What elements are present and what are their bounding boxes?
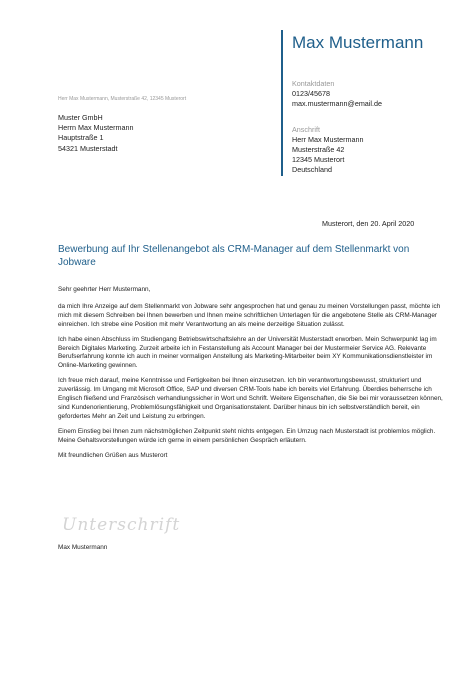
sender-return-line: Herr Max Mustermann, Musterstraße 42, 12345 Musterort [58, 96, 187, 102]
letter-date: Musterort, den 20. April 2020 [322, 219, 415, 228]
contact-label: Kontaktdaten [292, 79, 335, 88]
address-line: 12345 Musterort [292, 155, 345, 164]
address-line: Deutschland [292, 165, 332, 174]
recipient-line: 54321 Musterstadt [58, 143, 118, 153]
phone-number: 0123/45678 [292, 89, 330, 98]
address-line: Musterstraße 42 [292, 145, 345, 154]
body-paragraph: Ich habe einen Abschluss im Studiengang Betriebswirtschaftslehre an der Universität Musterstadt erworben. Mein Schwerpunkt lag im Bereich Digitales Marketing. Zurzeit arbeite ich in Festanstellung als Account Manager bei der Mustermeier Service AG. Relevante Berufserfahrung konnte ich auch in meiner vormaligen Anstellung als Marketing-Mitarbeiter beim XY Kommunikationsdienstleister im Online-Marketing gewinnen. [58, 335, 437, 370]
recipient-line: Muster GmbH [58, 113, 103, 122]
recipient-line: Hauptstraße 1 [58, 133, 104, 143]
email-address: max.mustermann@email.de [292, 99, 382, 108]
address-line: Herr Max Mustermann [292, 135, 364, 144]
letter-subject: Bewerbung auf Ihr Stellenangebot als CRM-Manager auf dem Stellenmarkt von Jobware [58, 244, 410, 268]
letter-body [58, 286, 443, 467]
signature-image: Unterschrift [62, 515, 181, 535]
body-paragraph: da mich Ihre Anzeige auf dem Stellenmarkt von Jobware sehr angesprochen hat und genau zu meinen Vorstellungen passt, möchte ich mich mit diesem Schreiben bei Ihnen bewerben und Ihnen meine schriftlichen Unterlagen für die angebotene Stelle als CRM-Manager einreichen. Ich strebe eine Position mit mehr Verantwortung an als meine derzeitige Situation zulässt. [58, 302, 441, 328]
signer-name: Max Mustermann [58, 544, 108, 551]
body-paragraph: Einem Einstieg bei Ihnen zum nächstmöglichen Zeitpunkt steht nichts entgegen. Ein Umzug nach Musterstadt ist problemlos möglich. Meine Gehaltsvorstellungen würde ich gerne in einem persönlichen Gespräch erläutern. [58, 427, 436, 444]
address-block [292, 125, 364, 175]
header-divider [281, 30, 283, 176]
address-label: Anschrift [292, 125, 320, 134]
closing: Mit freundlichen Grüßen aus Musterort [58, 451, 168, 459]
applicant-name: Max Mustermann [292, 33, 424, 52]
recipient-line: Herrn Max Mustermann [58, 123, 134, 133]
salutation: Sehr geehrter Herr Mustermann, [58, 286, 151, 293]
body-paragraph: Ich freue mich darauf, meine Kenntnisse und Fertigkeiten bei Ihnen einzusetzen. Ich bin verantwortungsbewusst, strukturiert und zuverlässig. Im Umgang mit Microsoft Office, SAP und diversen CRM-Tools habe ich bereits viel Erfahrung. Überdies beherrsche ich Englisch fließend und Französisch verhandlungssicher in Wort und Schrift. Weitere Eigenschaften, die Sie bei mir voraussetzen können, sind Kundenorientierung, Problemlösungsfähigkeit und Organisationstalent. Darüber hinaus bin ich selbstverständlich bereit, ein gefordertes Mehr an Zeit und Leistung zu erbringen. [58, 377, 443, 420]
contact-block [292, 79, 382, 109]
recipient-block [58, 113, 134, 154]
